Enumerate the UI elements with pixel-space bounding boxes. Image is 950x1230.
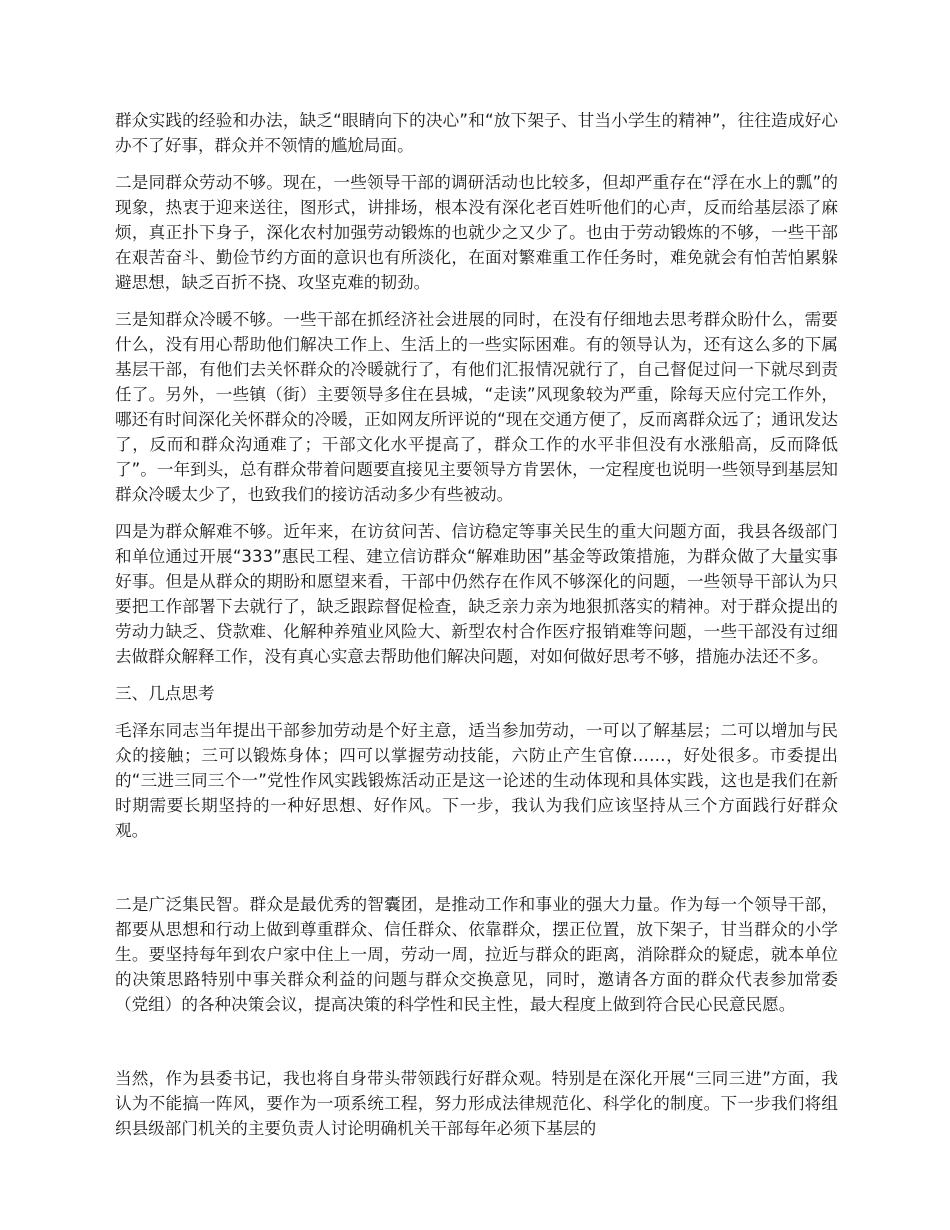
section-heading: 三、几点思考 (115, 684, 215, 703)
paragraph-warmth: 三是知群众冷暖不够。一些干部在抓经济社会进展的同时，在没有仔细地去思考群众盼什么，需要什么，没有用心帮助他们解决工作上、生活上的一些实际困难。有的领导认为，还有这么多的下属基层干部，有他们去关怀群众的冷暖就行了，有他们汇报情况就行了，自己督促过问一下就尽到责任了。另外，一些镇（街）主要领导多住在县城，“走读”风现象较为严重，除每天应付完工作外，哪还有时间深化关怀群众的冷暖，正如网友所评说的“现在交通方便了，反而离群众远了；通讯发达了，反而和群众沟通难了；干部文化水平提高了，群众工作的水平非但没有水涨船高，反而降低了”。一年到头，总有群众带着问题要直接见主要领导方肯罢休，一定程度也说明一些领导到基层知群众冷暖太少了，也致我们的接访活动多少有些被动。 (115, 310, 838, 504)
paragraph-intro: 群众实践的经验和办法，缺乏“眼睛向下的决心”和“放下架子、甘当小学生的精神”，往往造成好心办不了好事，群众并不领情的尴尬局面。 (115, 111, 838, 155)
blank-gap (115, 855, 838, 892)
paragraph-wisdom: 二是广泛集民智。群众是最优秀的智囊团，是推动工作和事业的强大力量。作为每一个领导干部，都要从思想和行动上做到尊重群众、信任群众、依靠群众，摆正位置，放下架子，甘当群众的小学生。要坚持每年到农户家中住上一周，劳动一周，拉近与群众的距离，消除群众的疑虑，就本单位的决策思路特别中事关群众利益的问题与群众交换意见，同时，邀请各方面的群众代表参加常委（党组）的各种决策会议，提高决策的科学性和民主性，最大程度上做到符合民心民意民愿。 (115, 895, 838, 1014)
paragraph-difficulties: 四是为群众解难不够。近年来，在访贫问苦、信访稳定等事关民生的重大问题方面，我县各级部门和单位通过开展“333”惠民工程、建立信访群众“解难助困”基金等政策措施，为群众做了大量实事好事。但是从群众的期盼和愿望来看，干部中仍然存在作风不够深化的问题，一些领导干部认为只要把工作部署下去就行了，缺乏跟踪督促检查，缺乏亲力亲为地狠抓落实的精神。对于群众提出的劳动力缺乏、贷款难、化解种养殖业风险大、新型农村合作医疗报销难等问题，一些干部没有过细去做群众解释工作，没有真心实意去帮助他们解决问题，对如何做好思考不够，措施办法还不多。 (115, 522, 838, 666)
blank-gap (115, 1029, 838, 1066)
document-page (115, 108, 838, 1153)
paragraph-reflection: 毛泽东同志当年提出干部参加劳动是个好主意，适当参加劳动，一可以了解基层；二可以增加与民众的接触；三可以锻炼身体；四可以掌握劳动技能，六防止产生官僚……，好处很多。市委提出的“三进三同三个一”党性作风实践锻炼活动正是这一论述的生动体现和具体实践，这也是我们在新时期需要长期坚持的一种好思想、好作风。下一步，我认为我们应该坚持从三个方面践行好群众观。 (115, 721, 838, 840)
paragraph-labor: 二是同群众劳动不够。现在，一些领导干部的调研活动也比较多，但却严重存在“浮在水上的瓢”的现象，热衷于迎来送往，图形式，讲排场，根本没有深化老百姓听他们的心声，反而给基层添了麻烦，真正扑下身子，深化农村加强劳动锻炼的也就少之又少了。也由于劳动锻炼的不够，一些干部在艰苦奋斗、勤俭节约方面的意识也有所淡化，在面对繁难重工作任务时，难免就会有怕苦怕累躲避思想，缺乏百折不挠、攻坚克难的韧劲。 (115, 173, 838, 292)
paragraph-final: 当然，作为县委书记，我也将自身带头带领践行好群众观。特别是在深化开展“三同三进”方面，我认为不能搞一阵风，要作为一项系统工程，努力形成法律规范化、科学化的制度。下一步我们将组织县级部门机关的主要负责人讨论明确机关干部每年必须下基层的 (115, 1069, 838, 1138)
